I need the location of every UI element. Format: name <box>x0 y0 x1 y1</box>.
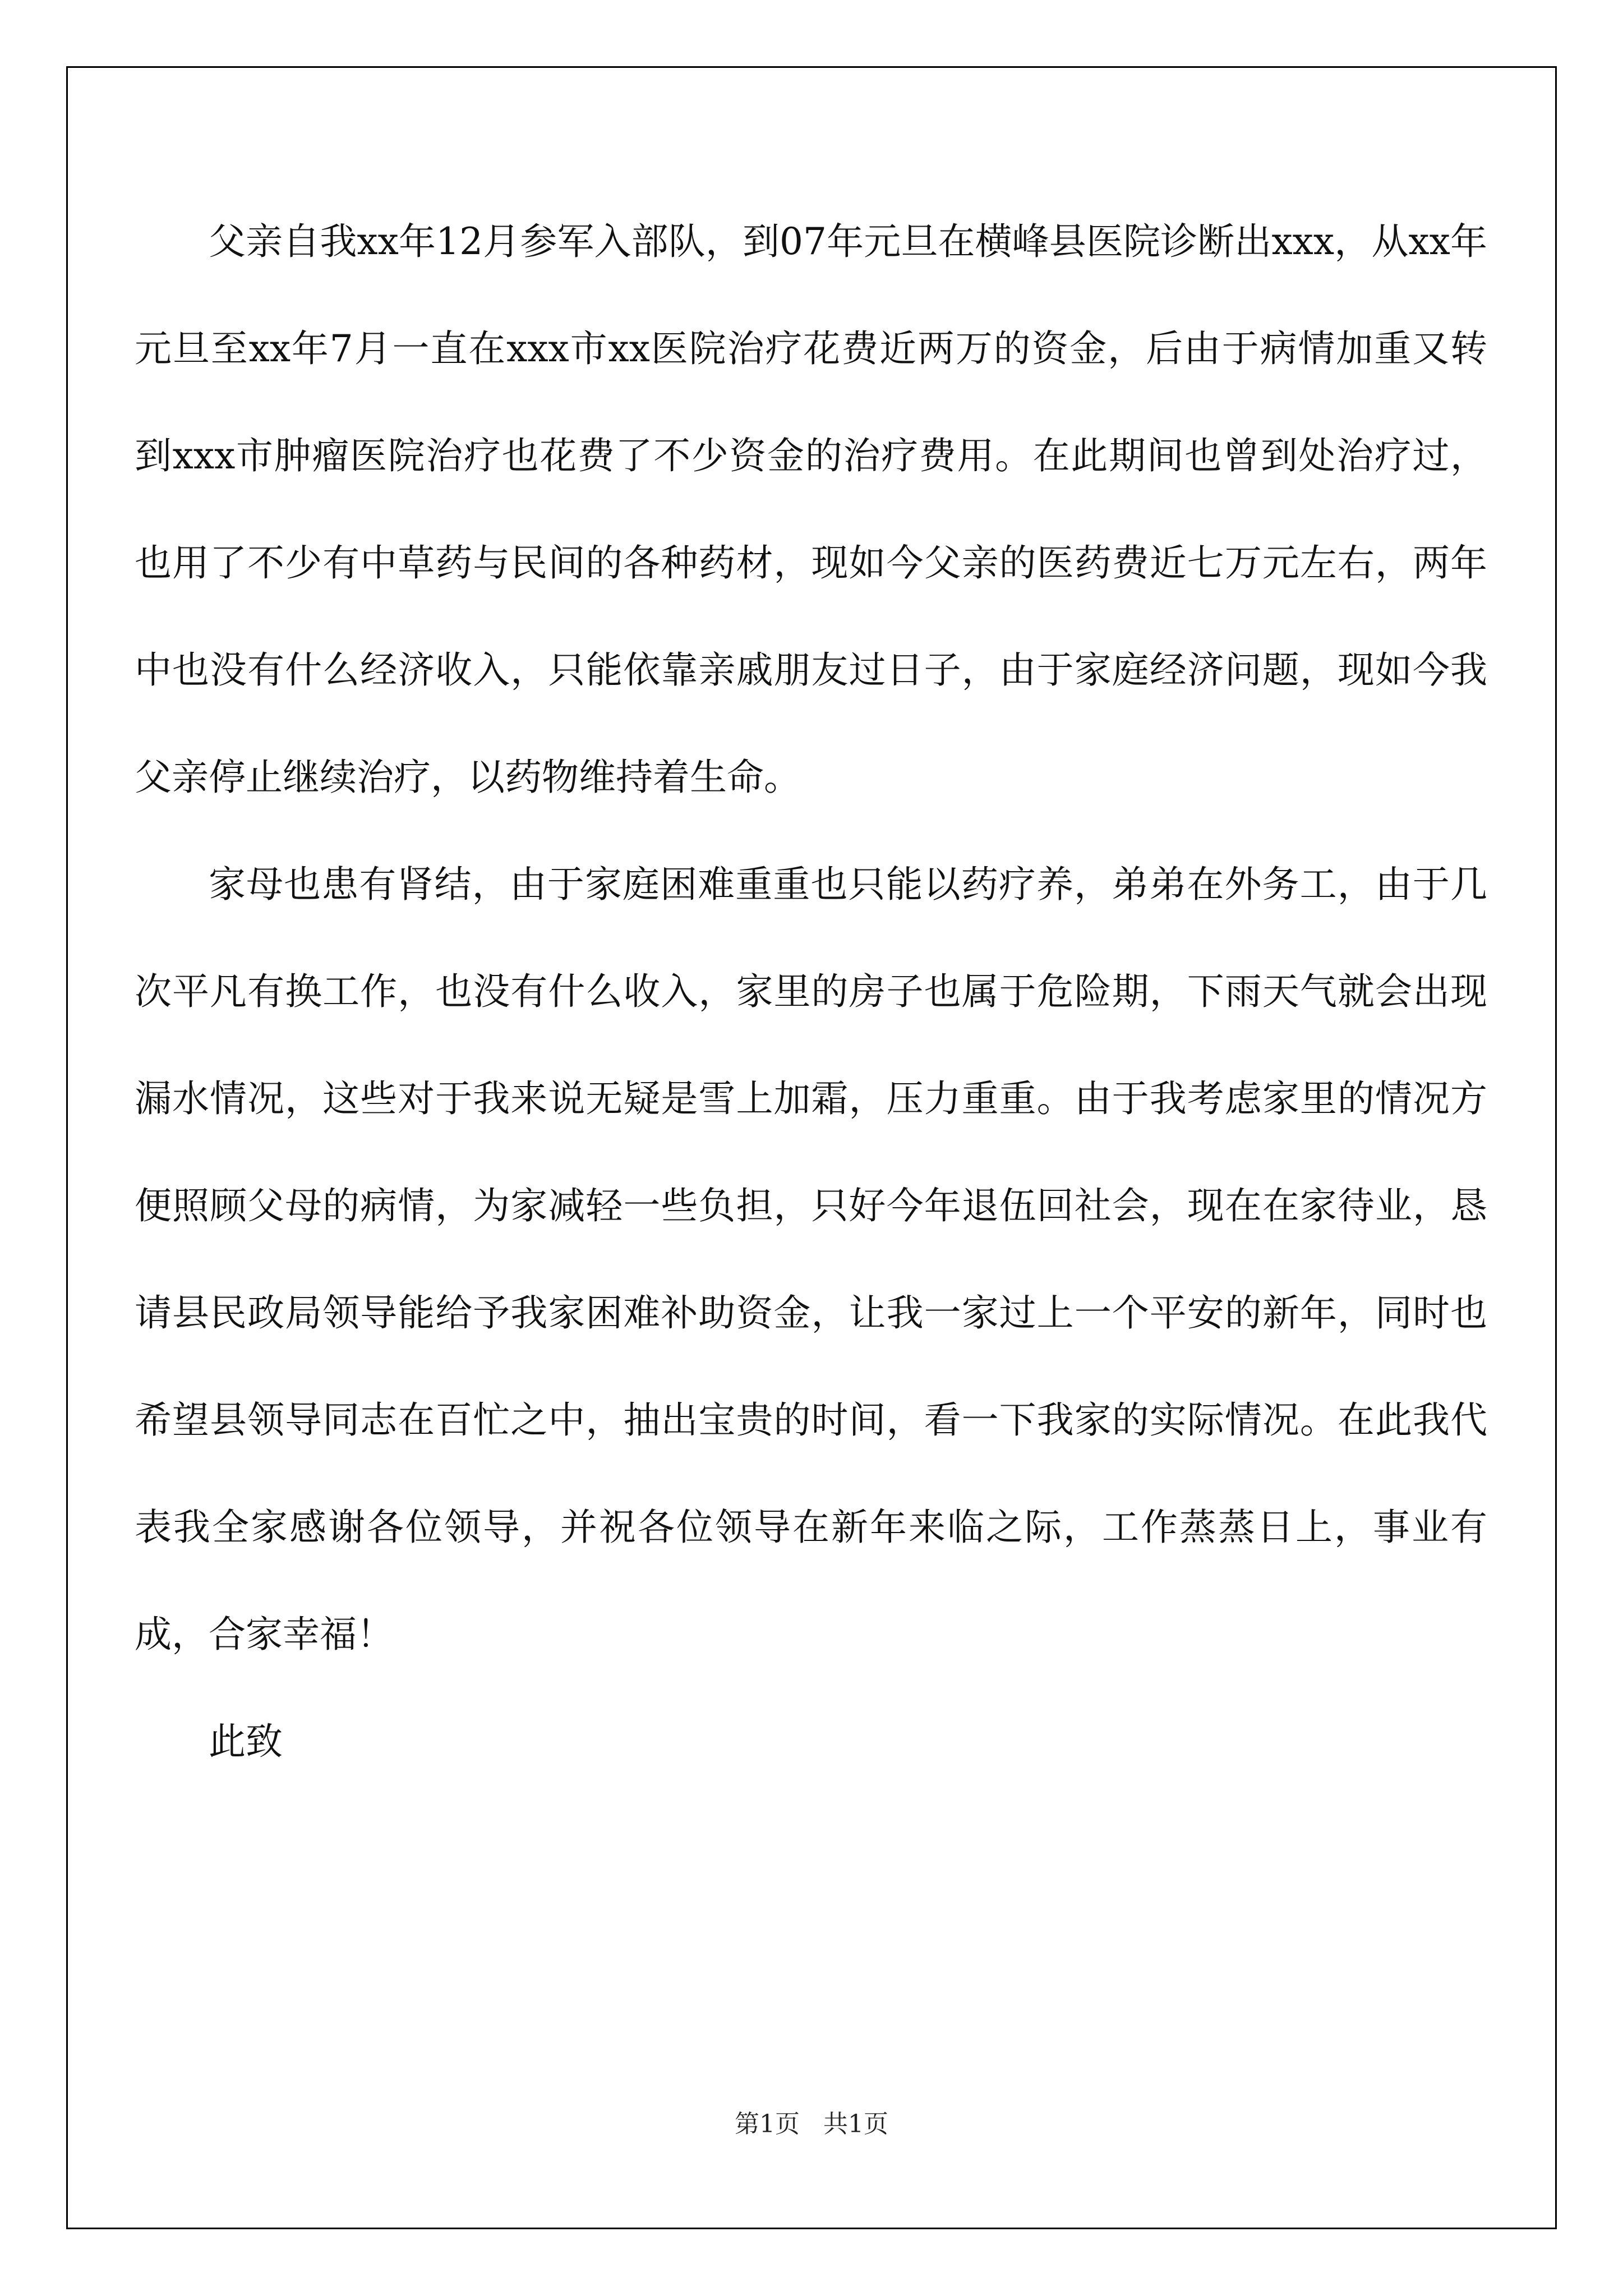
paragraph-father-illness: 父亲自我xx年12月参军入部队，到07年元旦在横峰县医院诊断出xxx，从xx年元旦至xx年7月一直在xxx市xx医院治疗花费近两万的资金，后由于病情加重又转到xxx市肿瘤医院治疗也花费了不少资金的治疗费用。在此期间也曾到处治疗过，也用了不少有中草药与民间的各种药材，现如今父亲的医药费近七万元左右，两年中也没有什么经济收入，只能依靠亲戚朋友过日子，由于家庭经济问题，现如今我父亲停止继续治疗，以药物维持着生命。 <box>135 220 1487 799</box>
closing-salutation: 此致 <box>209 1720 283 1763</box>
page-number-footer: 第1页 共1页 <box>735 2110 888 2138</box>
paragraph-family-hardship: 家母也患有肾结，由于家庭困难重重也只能以药疗养，弟弟在外务工，由于几次平凡有换工作，也没有什么收入，家里的房子也属于危险期，下雨天气就会出现漏水情况，这些对于我来说无疑是雪上加霜，压力重重。由于我考虑家里的情况方便照顾父母的病情，为家减轻一些负担，只好今年退伍回社会，现在在家待业，恳请县民政局领导能给予我家困难补助资金，让我一家过上一个平安的新年，同时也希望县领导同志在百忙之中，抽出宝贵的时间，看一下我家的实际情况。在此我代表我全家感谢各位领导，并祝各位领导在新年来临之际，工作蒸蒸日上，事业有成，合家幸福！ <box>135 863 1487 1656</box>
document-body <box>135 188 1487 1795</box>
